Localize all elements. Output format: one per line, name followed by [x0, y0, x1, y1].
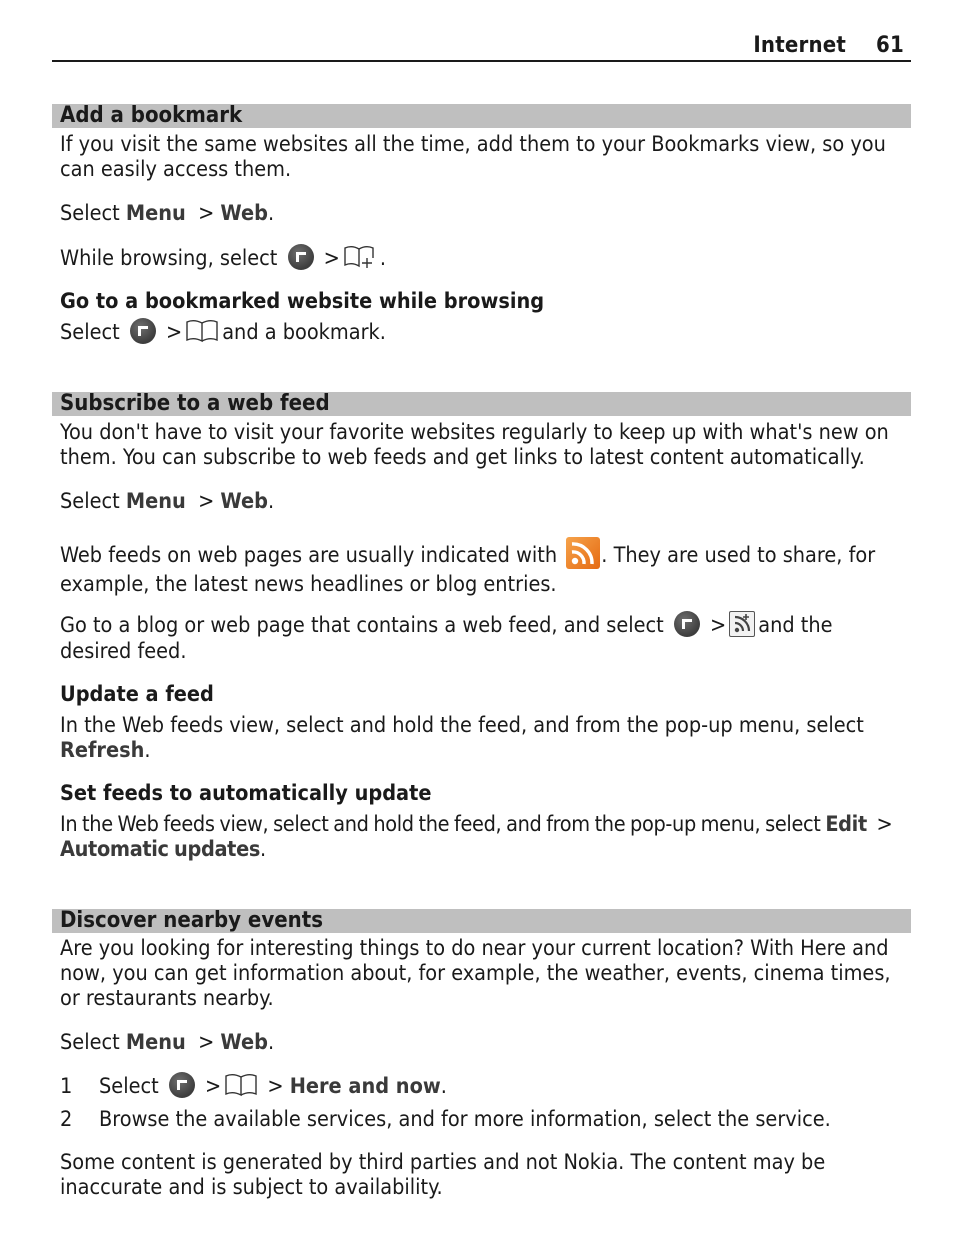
edit-link[interactable]: Edit: [825, 812, 867, 837]
bookmark-select-path: Select Menu > Web.: [60, 201, 275, 226]
feed-indicator-text: Web feeds on web pages are usually indicated with . They are used to share, for example, the latest news headlines or blog entries.: [60, 540, 905, 597]
step-number: 1: [60, 1074, 73, 1099]
bookmarks-icon: [224, 1072, 258, 1098]
feed-goto-text: Go to a blog or web page that contains a web feed, and select > and the desired feed.: [60, 613, 833, 664]
auto-update-text: In the Web feeds view, select and hold the feed, and from the pop-up menu, select Edit > Automatic updates.: [60, 812, 893, 862]
menu-link[interactable]: Menu: [125, 201, 186, 226]
goto-bookmark-heading: Go to a bookmarked website while browsing: [60, 289, 545, 314]
bookmark-intro: If you visit the same websites all the time, add them to your Bookmarks view, so you can easily access them.: [60, 132, 886, 182]
goto-bookmark-text: Select > and a bookmark.: [60, 320, 386, 345]
web-feeds-icon: [729, 611, 755, 637]
options-icon: [130, 318, 156, 344]
automatic-updates-link[interactable]: Automatic updates: [60, 837, 261, 862]
events-steps-list: [60, 1074, 905, 1132]
options-icon: [288, 244, 314, 270]
section-heading-add-bookmark: Add a bookmark: [52, 104, 911, 128]
update-feed-text: In the Web feeds view, select and hold the feed, and from the pop-up menu, select Refresh.: [60, 713, 864, 763]
step-number: 2: [60, 1107, 73, 1132]
here-and-now-link[interactable]: Here and now: [289, 1074, 441, 1099]
options-icon: [169, 1072, 195, 1098]
list-item: [60, 1107, 905, 1132]
web-link[interactable]: Web: [220, 1030, 268, 1055]
page-number: 61: [876, 33, 904, 58]
section-heading-web-feed: Subscribe to a web feed: [52, 392, 911, 416]
step-text: Browse the available services, and for more information, select the service.: [99, 1107, 831, 1132]
section-heading-nearby-events: Discover nearby events: [52, 909, 911, 933]
web-link[interactable]: Web: [220, 489, 268, 514]
list-item: 1 Select > > Here and now.: [60, 1074, 447, 1099]
events-disclaimer: Some content is generated by third parties and not Nokia. The content may be inaccurate and is subject to availability.: [60, 1150, 826, 1200]
auto-update-heading: Set feeds to automatically update: [60, 781, 432, 806]
web-link[interactable]: Web: [220, 201, 268, 226]
refresh-link[interactable]: Refresh: [60, 738, 145, 763]
feed-select-path: Select Menu > Web.: [60, 489, 275, 514]
menu-link[interactable]: Menu: [125, 1030, 186, 1055]
bookmark-while-browsing: While browsing, select > .: [60, 246, 387, 271]
rss-feed-icon: [566, 537, 600, 569]
feed-intro: You don't have to visit your favorite websites regularly to keep up with what's new on them. You can subscribe to web feeds and get links to latest content automatically.: [60, 420, 889, 470]
add-bookmark-icon: [343, 244, 377, 270]
running-header: [52, 30, 911, 62]
update-feed-heading: Update a feed: [60, 682, 214, 707]
bookmarks-icon: [185, 318, 219, 344]
header-section-title: Internet: [753, 33, 847, 58]
events-intro: Are you looking for interesting things to do near your current location? With Here and now, you can get information about, for example, the weather, events, cinema times, or restaurants nearby.: [60, 936, 891, 1011]
events-select-path: Select Menu > Web.: [60, 1030, 275, 1055]
options-icon: [674, 611, 700, 637]
menu-link[interactable]: Menu: [125, 489, 186, 514]
